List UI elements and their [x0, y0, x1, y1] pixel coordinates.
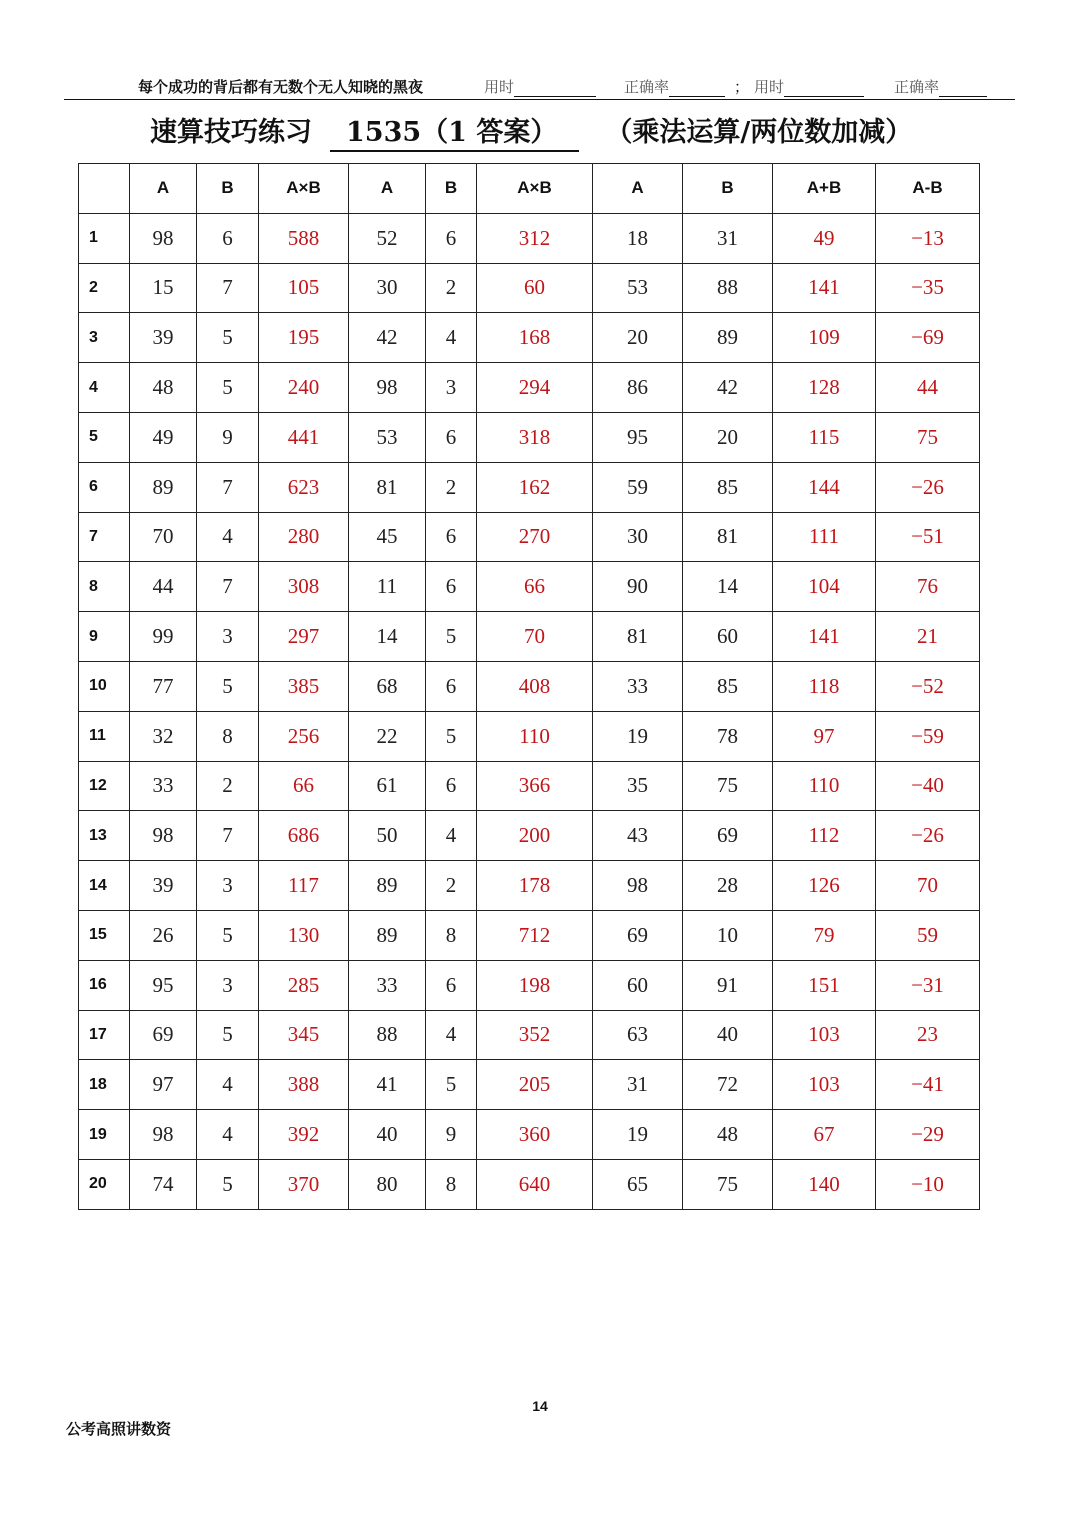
accuracy-label-2: 正确率 [894, 78, 940, 96]
answer-cell: 392 [259, 1110, 349, 1160]
operand-cell: 2 [426, 861, 477, 911]
answer-cell: 151 [773, 960, 876, 1010]
operand-cell: 6 [426, 960, 477, 1010]
operand-cell: 28 [683, 861, 773, 911]
answer-cell: 408 [477, 661, 593, 711]
table-row [79, 811, 980, 861]
answer-cell: 60 [477, 263, 593, 313]
operand-cell: 31 [683, 213, 773, 263]
row-index-cell: 1 [79, 213, 130, 263]
answer-cell: −40 [876, 761, 980, 811]
page-title [150, 110, 912, 150]
operand-cell: 40 [683, 1010, 773, 1060]
operand-cell: 6 [426, 562, 477, 612]
operand-cell: 50 [349, 811, 426, 861]
answer-cell: −29 [876, 1110, 980, 1160]
operand-cell: 48 [130, 363, 197, 413]
answer-cell: 115 [773, 412, 876, 462]
row-index-cell: 18 [79, 1060, 130, 1110]
operand-cell: 53 [349, 412, 426, 462]
operand-cell: 85 [683, 462, 773, 512]
operand-cell: 20 [593, 313, 683, 363]
operand-cell: 5 [197, 313, 259, 363]
operand-cell: 14 [349, 612, 426, 662]
answer-cell: 240 [259, 363, 349, 413]
column-header: A [349, 164, 426, 214]
operand-cell: 91 [683, 960, 773, 1010]
operand-cell: 8 [426, 1159, 477, 1209]
column-header: A [130, 164, 197, 214]
answer-cell: 270 [477, 512, 593, 562]
operand-cell: 81 [593, 612, 683, 662]
operand-cell: 69 [683, 811, 773, 861]
answer-cell: 44 [876, 363, 980, 413]
answer-cell: 256 [259, 711, 349, 761]
operand-cell: 6 [426, 213, 477, 263]
row-index-cell: 3 [79, 313, 130, 363]
row-index-cell: 16 [79, 960, 130, 1010]
operand-cell: 39 [130, 861, 197, 911]
operand-cell: 2 [426, 263, 477, 313]
operand-cell: 6 [426, 661, 477, 711]
answer-cell: 103 [773, 1010, 876, 1060]
operand-cell: 45 [349, 512, 426, 562]
operand-cell: 6 [426, 761, 477, 811]
answer-cell: 352 [477, 1010, 593, 1060]
operand-cell: 89 [130, 462, 197, 512]
operand-cell: 53 [593, 263, 683, 313]
header-separator: ； [734, 78, 750, 96]
answer-cell: 162 [477, 462, 593, 512]
answer-cell: 23 [876, 1010, 980, 1060]
answer-cell: 66 [259, 761, 349, 811]
operand-cell: 95 [593, 412, 683, 462]
operand-cell: 31 [593, 1060, 683, 1110]
operand-cell: 20 [683, 412, 773, 462]
operand-cell: 3 [426, 363, 477, 413]
operand-cell: 60 [683, 612, 773, 662]
motto-text: 每个成功的背后都有无数个无人知晓的黑夜 [138, 78, 424, 96]
answer-cell: 75 [876, 412, 980, 462]
row-index-cell: 12 [79, 761, 130, 811]
row-index-cell: 17 [79, 1010, 130, 1060]
time-field-1 [484, 76, 596, 97]
table-row [79, 861, 980, 911]
operand-cell: 9 [197, 412, 259, 462]
answer-cell: 285 [259, 960, 349, 1010]
title-subtitle: （乘法运算/两位数加减） [605, 117, 913, 148]
answer-cell: −26 [876, 811, 980, 861]
table-row [79, 1060, 980, 1110]
answer-cell: 104 [773, 562, 876, 612]
operand-cell: 6 [197, 213, 259, 263]
operand-cell: 98 [130, 1110, 197, 1160]
operand-cell: 35 [593, 761, 683, 811]
time-label-1: 用时 [484, 78, 515, 96]
operand-cell: 75 [683, 1159, 773, 1209]
answer-cell: 441 [259, 412, 349, 462]
operand-cell: 77 [130, 661, 197, 711]
page-header [138, 76, 1018, 100]
operand-cell: 86 [593, 363, 683, 413]
operand-cell: 98 [349, 363, 426, 413]
row-index-cell: 19 [79, 1110, 130, 1160]
answer-cell: 686 [259, 811, 349, 861]
column-header: B [426, 164, 477, 214]
row-index-cell: 11 [79, 711, 130, 761]
operand-cell: 4 [197, 512, 259, 562]
answer-cell: −69 [876, 313, 980, 363]
answer-cell: 117 [259, 861, 349, 911]
row-index-cell: 9 [79, 612, 130, 662]
operand-cell: 5 [426, 612, 477, 662]
answer-cell: 140 [773, 1159, 876, 1209]
column-header: A-B [876, 164, 980, 214]
answer-cell: 118 [773, 661, 876, 711]
answer-cell: 294 [477, 363, 593, 413]
operand-cell: 89 [349, 910, 426, 960]
answer-cell: 297 [259, 612, 349, 662]
answer-cell: 49 [773, 213, 876, 263]
table-row [79, 661, 980, 711]
operand-cell: 81 [349, 462, 426, 512]
operand-cell: 30 [349, 263, 426, 313]
column-header: A×B [259, 164, 349, 214]
answer-cell: 141 [773, 263, 876, 313]
operand-cell: 4 [426, 1010, 477, 1060]
answer-cell: −41 [876, 1060, 980, 1110]
operand-cell: 99 [130, 612, 197, 662]
operand-cell: 5 [197, 1159, 259, 1209]
answer-cell: 712 [477, 910, 593, 960]
table-row [79, 263, 980, 313]
table-row [79, 761, 980, 811]
operand-cell: 5 [197, 363, 259, 413]
footer-note: 公考高照讲数资 [66, 1420, 172, 1438]
operand-cell: 15 [130, 263, 197, 313]
accuracy-label-1: 正确率 [624, 78, 670, 96]
accuracy-blank-2[interactable] [939, 80, 987, 97]
operand-cell: 60 [593, 960, 683, 1010]
operand-cell: 42 [683, 363, 773, 413]
answer-cell: 195 [259, 313, 349, 363]
answer-cell: −52 [876, 661, 980, 711]
time-field-2 [754, 76, 864, 97]
table-row [79, 213, 980, 263]
operand-cell: 32 [130, 711, 197, 761]
answer-cell: 105 [259, 263, 349, 313]
accuracy-blank-1[interactable] [669, 80, 725, 97]
column-header: A [593, 164, 683, 214]
answer-cell: −31 [876, 960, 980, 1010]
answer-cell: 79 [773, 910, 876, 960]
table-row [79, 363, 980, 413]
answer-cell: −13 [876, 213, 980, 263]
operand-cell: 85 [683, 661, 773, 711]
operand-cell: 7 [197, 263, 259, 313]
operand-cell: 3 [197, 960, 259, 1010]
answer-cell: 126 [773, 861, 876, 911]
operand-cell: 68 [349, 661, 426, 711]
answer-cell: 308 [259, 562, 349, 612]
header-divider [64, 99, 1015, 100]
operand-cell: 4 [426, 811, 477, 861]
row-index-cell: 10 [79, 661, 130, 711]
table-row [79, 612, 980, 662]
answer-cell: 110 [773, 761, 876, 811]
answer-cell: 144 [773, 462, 876, 512]
column-header [79, 164, 130, 214]
answer-cell: 360 [477, 1110, 593, 1160]
answer-cell: 385 [259, 661, 349, 711]
answer-cell: 588 [259, 213, 349, 263]
table-row [79, 1110, 980, 1160]
accuracy-field-1 [624, 76, 725, 97]
answer-cell: 640 [477, 1159, 593, 1209]
operand-cell: 8 [197, 711, 259, 761]
answer-cell: 318 [477, 412, 593, 462]
operand-cell: 48 [683, 1110, 773, 1160]
operand-cell: 30 [593, 512, 683, 562]
operand-cell: 5 [197, 661, 259, 711]
answer-cell: 109 [773, 313, 876, 363]
operand-cell: 78 [683, 711, 773, 761]
row-index-cell: 8 [79, 562, 130, 612]
operand-cell: 69 [130, 1010, 197, 1060]
answer-cell: 141 [773, 612, 876, 662]
time-blank-2[interactable] [784, 80, 864, 97]
time-label-2: 用时 [754, 78, 785, 96]
row-index-cell: 20 [79, 1159, 130, 1209]
operand-cell: 5 [426, 1060, 477, 1110]
operand-cell: 2 [197, 761, 259, 811]
table-row [79, 910, 980, 960]
operand-cell: 2 [426, 462, 477, 512]
operand-cell: 69 [593, 910, 683, 960]
operand-cell: 61 [349, 761, 426, 811]
operand-cell: 4 [426, 313, 477, 363]
answer-cell: 59 [876, 910, 980, 960]
table-row [79, 462, 980, 512]
answer-table [78, 163, 980, 1210]
operand-cell: 39 [130, 313, 197, 363]
operand-cell: 3 [197, 861, 259, 911]
operand-cell: 26 [130, 910, 197, 960]
operand-cell: 89 [683, 313, 773, 363]
operand-cell: 40 [349, 1110, 426, 1160]
answer-cell: 205 [477, 1060, 593, 1110]
operand-cell: 22 [349, 711, 426, 761]
operand-cell: 4 [197, 1060, 259, 1110]
operand-cell: 74 [130, 1159, 197, 1209]
operand-cell: 33 [349, 960, 426, 1010]
operand-cell: 81 [683, 512, 773, 562]
answer-cell: 370 [259, 1159, 349, 1209]
answer-cell: 198 [477, 960, 593, 1010]
operand-cell: 88 [683, 263, 773, 313]
time-blank-1[interactable] [514, 80, 596, 97]
operand-cell: 10 [683, 910, 773, 960]
column-header: B [683, 164, 773, 214]
operand-cell: 98 [593, 861, 683, 911]
answer-cell: 312 [477, 213, 593, 263]
answer-cell: 366 [477, 761, 593, 811]
operand-cell: 14 [683, 562, 773, 612]
operand-cell: 52 [349, 213, 426, 263]
table-row [79, 1010, 980, 1060]
row-index-cell: 13 [79, 811, 130, 861]
operand-cell: 41 [349, 1060, 426, 1110]
answer-cell: −59 [876, 711, 980, 761]
row-index-cell: 7 [79, 512, 130, 562]
answer-cell: 280 [259, 512, 349, 562]
operand-cell: 72 [683, 1060, 773, 1110]
operand-cell: 19 [593, 1110, 683, 1160]
operand-cell: 6 [426, 412, 477, 462]
operand-cell: 7 [197, 462, 259, 512]
table-body [79, 213, 980, 1209]
operand-cell: 75 [683, 761, 773, 811]
answer-cell: 21 [876, 612, 980, 662]
operand-cell: 42 [349, 313, 426, 363]
operand-cell: 8 [426, 910, 477, 960]
answer-cell: 67 [773, 1110, 876, 1160]
answer-cell: 111 [773, 512, 876, 562]
title-code: 1535（1 答案） [330, 116, 579, 152]
operand-cell: 98 [130, 213, 197, 263]
operand-cell: 80 [349, 1159, 426, 1209]
operand-cell: 7 [197, 562, 259, 612]
answer-cell: −35 [876, 263, 980, 313]
column-header: B [197, 164, 259, 214]
operand-cell: 90 [593, 562, 683, 612]
column-header: A+B [773, 164, 876, 214]
operand-cell: 19 [593, 711, 683, 761]
answer-cell: 128 [773, 363, 876, 413]
answer-cell: 112 [773, 811, 876, 861]
answer-cell: 168 [477, 313, 593, 363]
operand-cell: 88 [349, 1010, 426, 1060]
column-header: A×B [477, 164, 593, 214]
answer-cell: 623 [259, 462, 349, 512]
row-index-cell: 5 [79, 412, 130, 462]
row-index-cell: 15 [79, 910, 130, 960]
operand-cell: 59 [593, 462, 683, 512]
operand-cell: 49 [130, 412, 197, 462]
answer-cell: −26 [876, 462, 980, 512]
row-index-cell: 4 [79, 363, 130, 413]
table-row [79, 313, 980, 363]
answer-cell: 76 [876, 562, 980, 612]
answer-cell: 103 [773, 1060, 876, 1110]
answer-cell: 110 [477, 711, 593, 761]
operand-cell: 33 [130, 761, 197, 811]
operand-cell: 18 [593, 213, 683, 263]
operand-cell: 4 [197, 1110, 259, 1160]
operand-cell: 6 [426, 512, 477, 562]
answer-cell: 345 [259, 1010, 349, 1060]
table-row [79, 512, 980, 562]
answer-cell: 388 [259, 1060, 349, 1110]
operand-cell: 11 [349, 562, 426, 612]
row-index-cell: 2 [79, 263, 130, 313]
answer-cell: −51 [876, 512, 980, 562]
operand-cell: 33 [593, 661, 683, 711]
operand-cell: 65 [593, 1159, 683, 1209]
answer-cell: −10 [876, 1159, 980, 1209]
table-row [79, 1159, 980, 1209]
operand-cell: 5 [197, 1010, 259, 1060]
operand-cell: 9 [426, 1110, 477, 1160]
answer-cell: 70 [477, 612, 593, 662]
table-row [79, 412, 980, 462]
operand-cell: 70 [130, 512, 197, 562]
answer-cell: 130 [259, 910, 349, 960]
operand-cell: 98 [130, 811, 197, 861]
operand-cell: 97 [130, 1060, 197, 1110]
operand-cell: 7 [197, 811, 259, 861]
answer-cell: 200 [477, 811, 593, 861]
table-header-row [79, 164, 980, 214]
row-index-cell: 6 [79, 462, 130, 512]
operand-cell: 63 [593, 1010, 683, 1060]
operand-cell: 89 [349, 861, 426, 911]
operand-cell: 5 [426, 711, 477, 761]
page-number: 14 [532, 1398, 548, 1414]
answer-cell: 70 [876, 861, 980, 911]
operand-cell: 43 [593, 811, 683, 861]
row-index-cell: 14 [79, 861, 130, 911]
table-row [79, 960, 980, 1010]
answer-cell: 97 [773, 711, 876, 761]
operand-cell: 95 [130, 960, 197, 1010]
operand-cell: 44 [130, 562, 197, 612]
table-row [79, 711, 980, 761]
answer-cell: 66 [477, 562, 593, 612]
answer-cell: 178 [477, 861, 593, 911]
operand-cell: 3 [197, 612, 259, 662]
table-row [79, 562, 980, 612]
accuracy-field-2 [894, 76, 987, 97]
title-main: 速算技巧练习 [150, 117, 312, 148]
operand-cell: 5 [197, 910, 259, 960]
